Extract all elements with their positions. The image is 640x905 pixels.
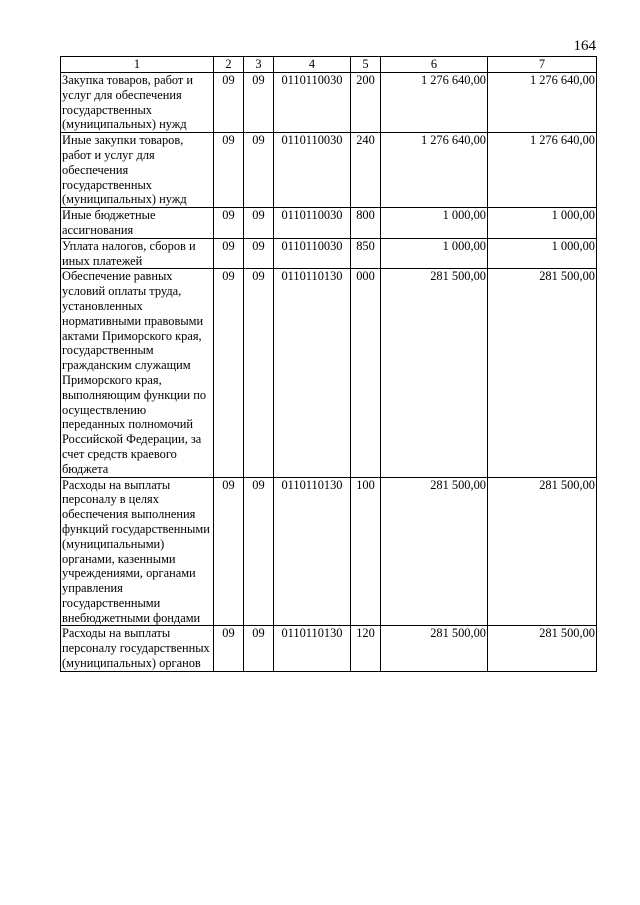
column-header: 7 [488, 57, 597, 73]
expense-type-cell: 120 [351, 626, 381, 671]
amount-cell: 281 500,00 [488, 477, 597, 626]
target-article-cell: 0110110030 [274, 238, 351, 269]
amount-cell: 1 276 640,00 [381, 73, 488, 133]
table-row [61, 477, 597, 626]
amount-cell: 1 276 640,00 [381, 133, 488, 208]
amount-cell: 1 276 640,00 [488, 73, 597, 133]
target-article-cell: 0110110130 [274, 626, 351, 671]
table-row [61, 238, 597, 269]
expense-type-cell: 000 [351, 269, 381, 477]
section-cell: 09 [214, 477, 244, 626]
expense-name-cell: Обеспечение равных условий оплаты труда, установленных нормативными правовыми актами Приморского края, государственным гражданским служащим Приморского края, выполняющим функции по осуществлению переданных полномочий Российской Федерации, за счет средств краевого бюджета [61, 269, 214, 477]
subsection-cell: 09 [244, 133, 274, 208]
amount-cell: 1 000,00 [488, 238, 597, 269]
section-cell: 09 [214, 133, 244, 208]
expense-name-cell: Уплата налогов, сборов и иных платежей [61, 238, 214, 269]
budget-table [60, 56, 597, 672]
target-article-cell: 0110110030 [274, 73, 351, 133]
amount-cell: 1 000,00 [488, 208, 597, 239]
amount-cell: 1 000,00 [381, 208, 488, 239]
expense-name-cell: Расходы на выплаты персоналу в целях обеспечения выполнения функций государственными (муниципальными) органами, казенными учреждениями, органами управления государственными внебюджетными фондами [61, 477, 214, 626]
amount-cell: 281 500,00 [488, 269, 597, 477]
expense-name-cell: Закупка товаров, работ и услуг для обеспечения государственных (муниципальных) нужд [61, 73, 214, 133]
expense-name-cell: Расходы на выплаты персоналу государственных (муниципальных) органов [61, 626, 214, 671]
page-number: 164 [573, 38, 596, 54]
column-header: 5 [351, 57, 381, 73]
section-cell: 09 [214, 208, 244, 239]
expense-name-cell: Иные закупки товаров, работ и услуг для обеспечения государственных (муниципальных) нужд [61, 133, 214, 208]
column-header: 1 [61, 57, 214, 73]
column-header: 6 [381, 57, 488, 73]
column-header: 2 [214, 57, 244, 73]
amount-cell: 1 276 640,00 [488, 133, 597, 208]
subsection-cell: 09 [244, 208, 274, 239]
section-cell: 09 [214, 269, 244, 477]
expense-name-cell: Иные бюджетные ассигнования [61, 208, 214, 239]
table-row [61, 208, 597, 239]
section-cell: 09 [214, 238, 244, 269]
target-article-cell: 0110110130 [274, 269, 351, 477]
amount-cell: 281 500,00 [381, 269, 488, 477]
expense-type-cell: 240 [351, 133, 381, 208]
section-cell: 09 [214, 73, 244, 133]
expense-type-cell: 850 [351, 238, 381, 269]
expense-type-cell: 100 [351, 477, 381, 626]
expense-type-cell: 200 [351, 73, 381, 133]
subsection-cell: 09 [244, 269, 274, 477]
target-article-cell: 0110110030 [274, 133, 351, 208]
target-article-cell: 0110110130 [274, 477, 351, 626]
table-row [61, 73, 597, 133]
amount-cell: 281 500,00 [381, 626, 488, 671]
column-header: 3 [244, 57, 274, 73]
subsection-cell: 09 [244, 477, 274, 626]
section-cell: 09 [214, 626, 244, 671]
amount-cell: 1 000,00 [381, 238, 488, 269]
target-article-cell: 0110110030 [274, 208, 351, 239]
header-row [61, 57, 597, 73]
subsection-cell: 09 [244, 238, 274, 269]
subsection-cell: 09 [244, 73, 274, 133]
subsection-cell: 09 [244, 626, 274, 671]
table-row [61, 269, 597, 477]
table-row [61, 133, 597, 208]
expense-type-cell: 800 [351, 208, 381, 239]
column-header: 4 [274, 57, 351, 73]
table-row [61, 626, 597, 671]
amount-cell: 281 500,00 [381, 477, 488, 626]
amount-cell: 281 500,00 [488, 626, 597, 671]
